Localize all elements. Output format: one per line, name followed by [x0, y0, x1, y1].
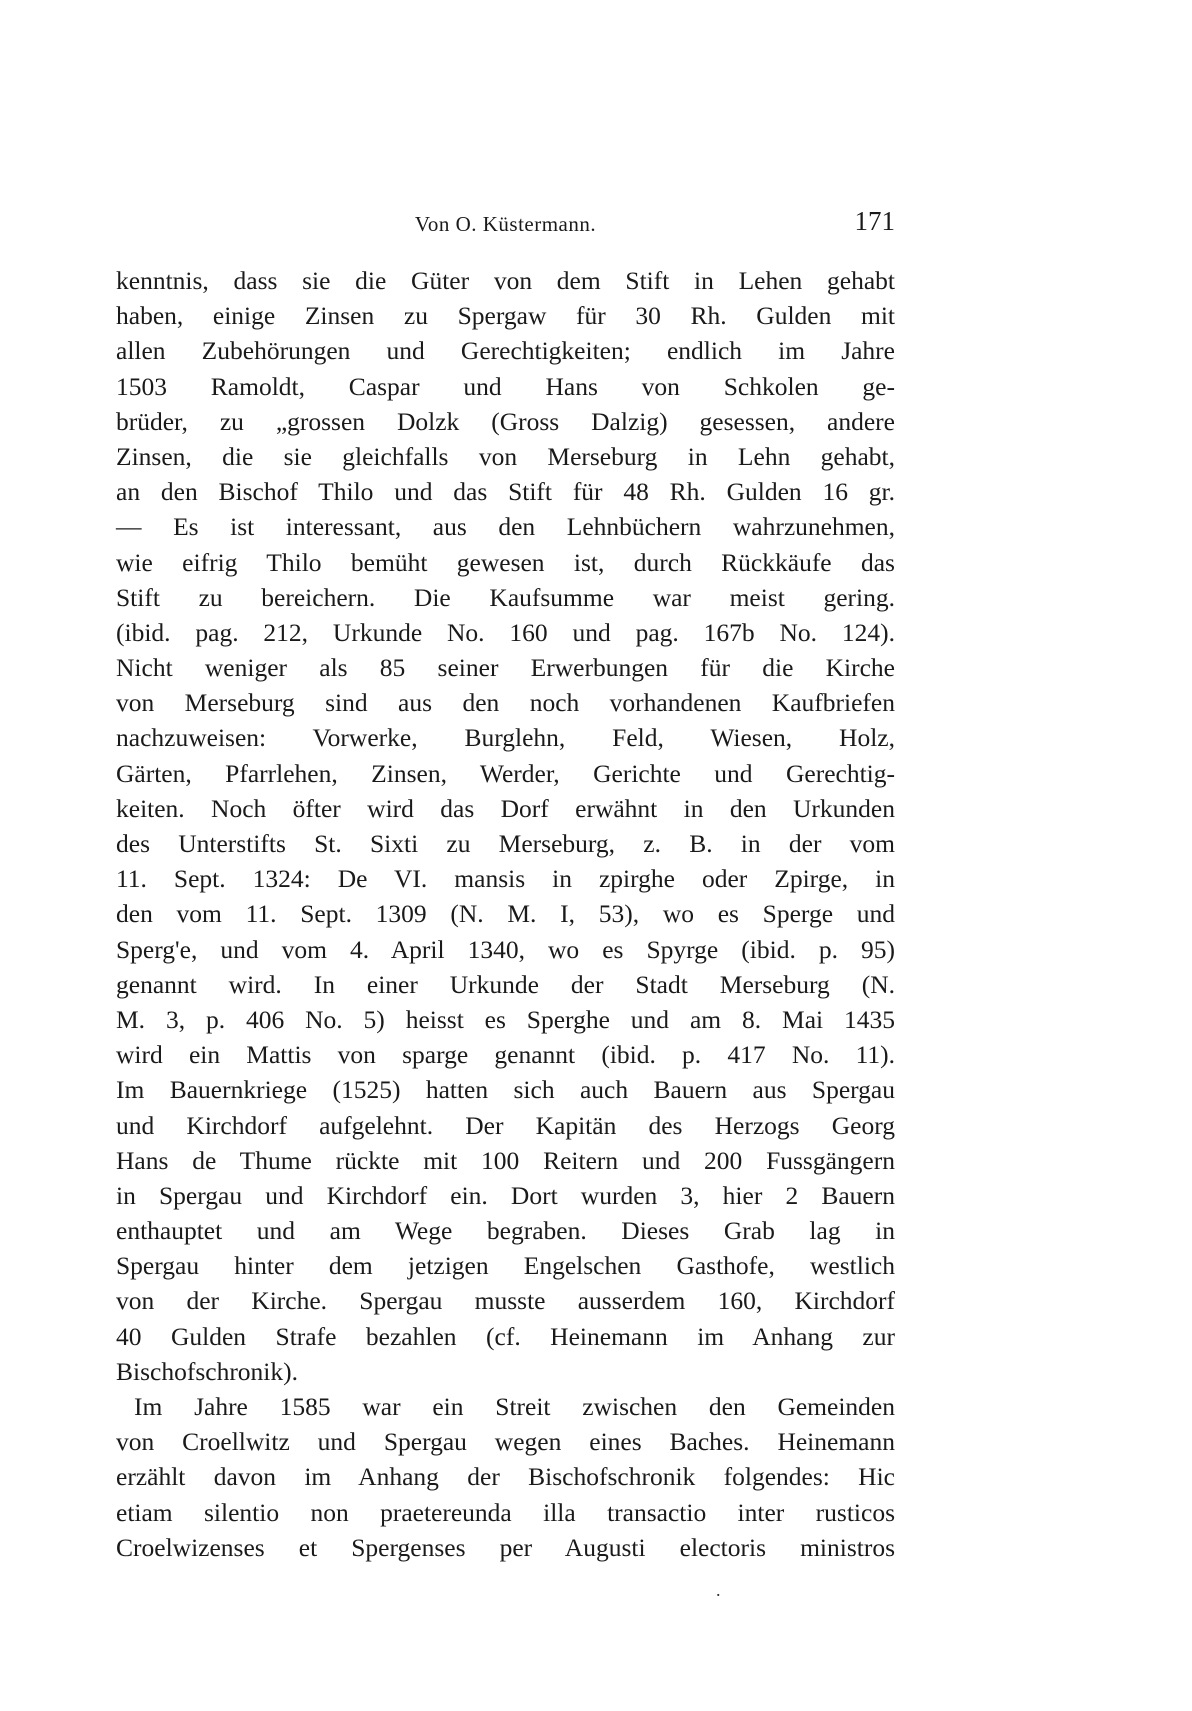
text-line: Im Bauernkriege (1525) hatten sich auch Bauern aus Spergau [116, 1075, 895, 1105]
page-number: 171 [854, 206, 895, 236]
text-line: M. 3, p. 406 No. 5) heisst es Sperghe und am 8. Mai 1435 [116, 1004, 895, 1034]
text-line: von Merseburg sind aus den noch vorhandenen Kaufbriefen [116, 688, 895, 718]
text-line: Hans de Thume rückte mit 100 Reitern und 200 Fussgängern [116, 1145, 895, 1175]
text-line: enthauptet und am Wege begraben. Dieses Grab lag in [116, 1216, 895, 1246]
text-line: allen Zubehörungen und Gerechtigkeiten; endlich im Jahre [116, 336, 895, 366]
text-line: und Kirchdorf aufgelehnt. Der Kapitän des Herzogs Georg [116, 1110, 895, 1140]
text-line: brüder, zu „grossen Dolzk (Gross Dalzig) gesessen, andere [116, 406, 895, 436]
text-line: 40 Gulden Strafe bezahlen (cf. Heinemann im Anhang zur [116, 1321, 895, 1351]
text-line: in Spergau und Kirchdorf ein. Dort wurden 3, hier 2 Bauern [116, 1180, 895, 1210]
text-line: keiten. Noch öfter wird das Dorf erwähnt in den Urkunden [116, 793, 895, 823]
text-line: wird ein Mattis von sparge genannt (ibid. p. 417 No. 11). [116, 1040, 895, 1070]
paragraph-end-line: Bischofschronik). [116, 1356, 299, 1386]
text-line: 11. Sept. 1324: De VI. mansis in zpirghe oder Zpirge, in [116, 864, 895, 894]
text-line: Spergau hinter dem jetzigen Engelschen Gasthofe, westlich [116, 1251, 895, 1281]
text-line: nachzuweisen: Vorwerke, Burglehn, Feld, Wiesen, Holz, [116, 723, 895, 753]
text-line: von der Kirche. Spergau musste ausserdem 160, Kirchdorf [116, 1286, 895, 1316]
body-text [116, 263, 895, 1565]
text-line: — Es ist interessant, aus den Lehnbüchern wahrzunehmen, [116, 512, 895, 542]
text-line: den vom 11. Sept. 1309 (N. M. I, 53), wo es Sperge und [116, 899, 895, 929]
text-line: Sperg'e, und vom 4. April 1340, wo es Spyrge (ibid. p. 95) [116, 934, 895, 964]
text-line: Stift zu bereichern. Die Kaufsumme war meist gering. [116, 582, 895, 612]
text-line: kenntnis, dass sie die Güter von dem Stift in Lehen gehabt [116, 266, 895, 295]
text-line: erzählt davon im Anhang der Bischofschronik folgendes: Hic [116, 1462, 895, 1492]
header-title: Von O. Küstermann. [414, 212, 597, 236]
text-line: etiam silentio non praetereunda illa transactio inter rusticos [116, 1497, 895, 1527]
running-head [116, 206, 895, 246]
paragraph-start-line: Im Jahre 1585 war ein Streit zwischen den Gemeinden [134, 1392, 895, 1421]
text-line: Croelwizenses et Spergenses per Augusti electoris ministros [116, 1532, 895, 1562]
printer-mark: . [716, 1580, 721, 1600]
text-line: Nicht weniger als 85 seiner Erwerbungen für die Kirche [116, 653, 895, 683]
text-line: (ibid. pag. 212, Urkunde No. 160 und pag. 167b No. 124). [116, 617, 895, 647]
text-line: an den Bischof Thilo und das Stift für 48 Rh. Gulden 16 gr. [116, 477, 895, 507]
text-line: Zinsen, die sie gleichfalls von Merseburg in Lehn gehabt, [116, 441, 895, 471]
text-line: von Croellwitz und Spergau wegen eines Baches. Heinemann [116, 1427, 895, 1457]
text-line: genannt wird. In einer Urkunde der Stadt Merseburg (N. [116, 969, 895, 999]
text-line: haben, einige Zinsen zu Spergaw für 30 Rh. Gulden mit [116, 301, 895, 331]
text-line: Gärten, Pfarrlehen, Zinsen, Werder, Gerichte und Gerechtig- [116, 758, 895, 788]
text-line: wie eifrig Thilo bemüht gewesen ist, durch Rückkäufe das [116, 547, 895, 577]
text-line: 1503 Ramoldt, Caspar und Hans von Schkolen ge- [116, 371, 895, 401]
text-line: des Unterstifts St. Sixti zu Merseburg, z. B. in der vom [116, 829, 895, 858]
